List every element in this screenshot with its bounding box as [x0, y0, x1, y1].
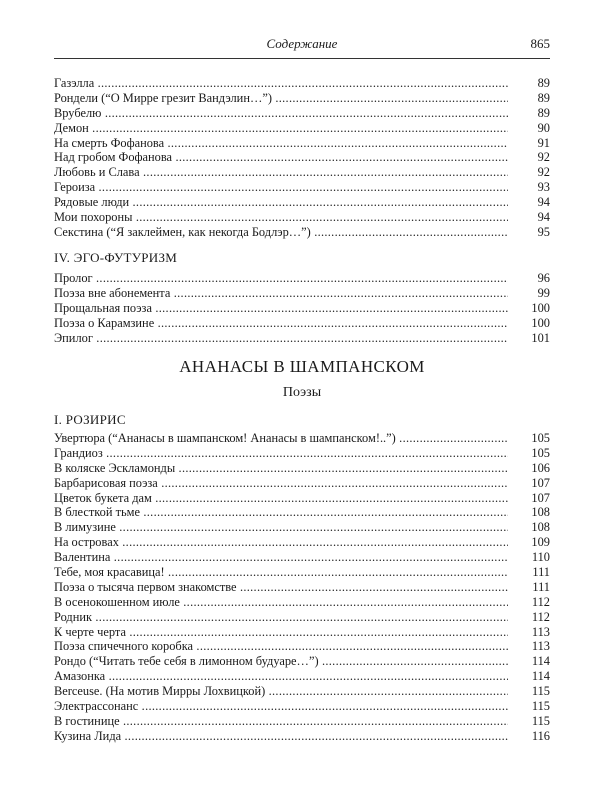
toc-entry-title: Рондели (“О Мирре грезит Вандэлин…”) .....: [54, 91, 508, 106]
toc-entry[interactable]: [54, 331, 550, 346]
toc-entry-page: 106: [510, 461, 550, 476]
toc-entry[interactable]: [54, 136, 550, 151]
toc-entry-title: На смерть Фофанова .....: [54, 136, 508, 151]
toc-entry-title: Эпилог .....: [54, 331, 508, 346]
toc-entry-page: 89: [510, 76, 550, 91]
toc-group-2: [54, 271, 550, 345]
toc-entry-title: Цветок букета дам .....: [54, 491, 508, 506]
toc-entry-title: Демон .....: [54, 121, 508, 136]
toc-entry[interactable]: [54, 301, 550, 316]
toc-entry-page: 114: [510, 669, 550, 684]
toc-entry-page: 107: [510, 491, 550, 506]
toc-entry-title: Мои похороны .....: [54, 210, 508, 225]
toc-entry-page: 92: [510, 150, 550, 165]
toc-entry[interactable]: [54, 639, 550, 654]
toc-entry-page: 96: [510, 271, 550, 286]
toc-entry-title: Поэза спичечного коробка .....: [54, 639, 508, 654]
toc-entry-page: 91: [510, 136, 550, 151]
toc-entry[interactable]: [54, 271, 550, 286]
toc-entry-title: Поэза вне абонемента .....: [54, 286, 508, 301]
toc-entry-page: 99: [510, 286, 550, 301]
toc-entry-page: 115: [510, 699, 550, 714]
toc-entry-title: Секстина (“Я заклеймен, как некогда Бодлэр…”) .....: [54, 225, 508, 240]
toc-entry-page: 115: [510, 684, 550, 699]
toc-entry-title: Рядовые люди .....: [54, 195, 508, 210]
toc-entry-page: 101: [510, 331, 550, 346]
toc-entry-page: 89: [510, 91, 550, 106]
toc-entry-title: Валентина .....: [54, 550, 508, 565]
toc-entry[interactable]: [54, 595, 550, 610]
toc-entry-page: 107: [510, 476, 550, 491]
toc-entry-title: Увертюра (“Ананасы в шампанском! Ананасы в шампанском!..”) .....: [54, 431, 508, 446]
toc-entry[interactable]: [54, 491, 550, 506]
toc-entry-page: 94: [510, 195, 550, 210]
toc-entry-page: 113: [510, 625, 550, 640]
toc-entry-title: Грандиоз .....: [54, 446, 508, 461]
toc-entry[interactable]: [54, 165, 550, 180]
toc-entry-page: 112: [510, 610, 550, 625]
toc-entry[interactable]: [54, 431, 550, 446]
toc-entry-title: К черте черта .....: [54, 625, 508, 640]
toc-entry-title: Амазонка .....: [54, 669, 508, 684]
toc-entry[interactable]: [54, 225, 550, 240]
toc-entry-page: 109: [510, 535, 550, 550]
section-heading-ego-futurism: IV. ЭГО-ФУТУРИЗМ: [54, 250, 178, 265]
toc-entry-page: 105: [510, 431, 550, 446]
toc-entry-title: В гостинице .....: [54, 714, 508, 729]
toc-entry[interactable]: [54, 669, 550, 684]
toc-entry[interactable]: [54, 565, 550, 580]
toc-entry-title: На островах .....: [54, 535, 508, 550]
toc-entry-page: 93: [510, 180, 550, 195]
toc-entry-title: Рондо (“Читать тебе себя в лимонном будуаре…”) .....: [54, 654, 508, 669]
toc-entry-title: В блесткой тьме .....: [54, 505, 508, 520]
toc-entry-title: Поэза о Карамзине .....: [54, 316, 508, 331]
toc-entry-page: 92: [510, 165, 550, 180]
toc-entry[interactable]: [54, 180, 550, 195]
toc-entry[interactable]: [54, 446, 550, 461]
toc-entry-page: 114: [510, 654, 550, 669]
toc-entry[interactable]: [54, 535, 550, 550]
toc-entry-title: Родник .....: [54, 610, 508, 625]
toc-group-1: [54, 76, 550, 240]
running-head-title: Содержание: [266, 36, 338, 51]
toc-entry-title: В осенокошенном июле .....: [54, 595, 508, 610]
toc-entry[interactable]: [54, 625, 550, 640]
toc-entry[interactable]: [54, 654, 550, 669]
toc-entry-page: 90: [510, 121, 550, 136]
toc-entry-title: Над гробом Фофанова .....: [54, 150, 508, 165]
running-head-page-number: 865: [530, 36, 550, 51]
toc-entry-page: 108: [510, 505, 550, 520]
toc-entry-title: Врубелю .....: [54, 106, 508, 121]
toc-entry-page: 108: [510, 520, 550, 535]
toc-entry-page: 94: [510, 210, 550, 225]
toc-entry[interactable]: [54, 505, 550, 520]
toc-entry-page: 95: [510, 225, 550, 240]
toc-entry[interactable]: [54, 461, 550, 476]
toc-entry[interactable]: [54, 150, 550, 165]
toc-entry-title: Berceuse. (На мотив Мирры Лохвицкой) .....: [54, 684, 508, 699]
header-rule: [54, 58, 550, 59]
toc-entry[interactable]: [54, 286, 550, 301]
toc-entry[interactable]: [54, 91, 550, 106]
toc-entry-page: 111: [510, 580, 550, 595]
toc-entry-title: Любовь и Слава .....: [54, 165, 508, 180]
toc-entry[interactable]: [54, 476, 550, 491]
toc-entry-title: Электрассонанс .....: [54, 699, 508, 714]
toc-entry-page: 111: [510, 565, 550, 580]
toc-entry-page: 115: [510, 714, 550, 729]
toc-entry[interactable]: [54, 684, 550, 699]
toc-entry[interactable]: [54, 210, 550, 225]
section-heading-roziris: I. РОЗИРИС: [54, 412, 126, 427]
toc-entry-title: Тебе, моя красавица! .....: [54, 565, 508, 580]
toc-group-3: [54, 431, 550, 744]
toc-entry-title: Кузина Лида .....: [54, 729, 508, 744]
toc-entry[interactable]: [54, 729, 550, 744]
toc-entry[interactable]: [54, 316, 550, 331]
toc-entry[interactable]: [54, 520, 550, 535]
toc-entry[interactable]: [54, 550, 550, 565]
toc-entry[interactable]: [54, 699, 550, 714]
toc-entry-title: Прощальная поэза .....: [54, 301, 508, 316]
toc-entry[interactable]: [54, 195, 550, 210]
toc-entry-title: Героиза .....: [54, 180, 508, 195]
toc-entry-page: 110: [510, 550, 550, 565]
toc-entry-title: Барбарисовая поэза .....: [54, 476, 508, 491]
toc-entry-title: Газэлла .....: [54, 76, 508, 91]
toc-entry-title: Поэза о тысяча первом знакомстве .....: [54, 580, 508, 595]
toc-entry[interactable]: [54, 106, 550, 121]
toc-entry-title: В коляске Эскламонды .....: [54, 461, 508, 476]
toc-entry-page: 100: [510, 301, 550, 316]
toc-entry[interactable]: [54, 580, 550, 595]
running-head: [54, 36, 550, 56]
toc-entry-title: В лимузине .....: [54, 520, 508, 535]
toc-entry[interactable]: [54, 714, 550, 729]
toc-entry-page: 113: [510, 639, 550, 654]
toc-entry[interactable]: [54, 121, 550, 136]
toc-entry-page: 100: [510, 316, 550, 331]
toc-entry-page: 112: [510, 595, 550, 610]
toc-entry-page: 89: [510, 106, 550, 121]
book-title: АНАНАСЫ В ШАМПАНСКОМ: [179, 357, 425, 376]
toc-entry-title: Пролог .....: [54, 271, 508, 286]
toc-entry[interactable]: [54, 76, 550, 91]
toc-entry[interactable]: [54, 610, 550, 625]
book-subtitle: Поэзы: [282, 385, 322, 400]
toc-entry-page: 116: [510, 729, 550, 744]
toc-entry-page: 105: [510, 446, 550, 461]
